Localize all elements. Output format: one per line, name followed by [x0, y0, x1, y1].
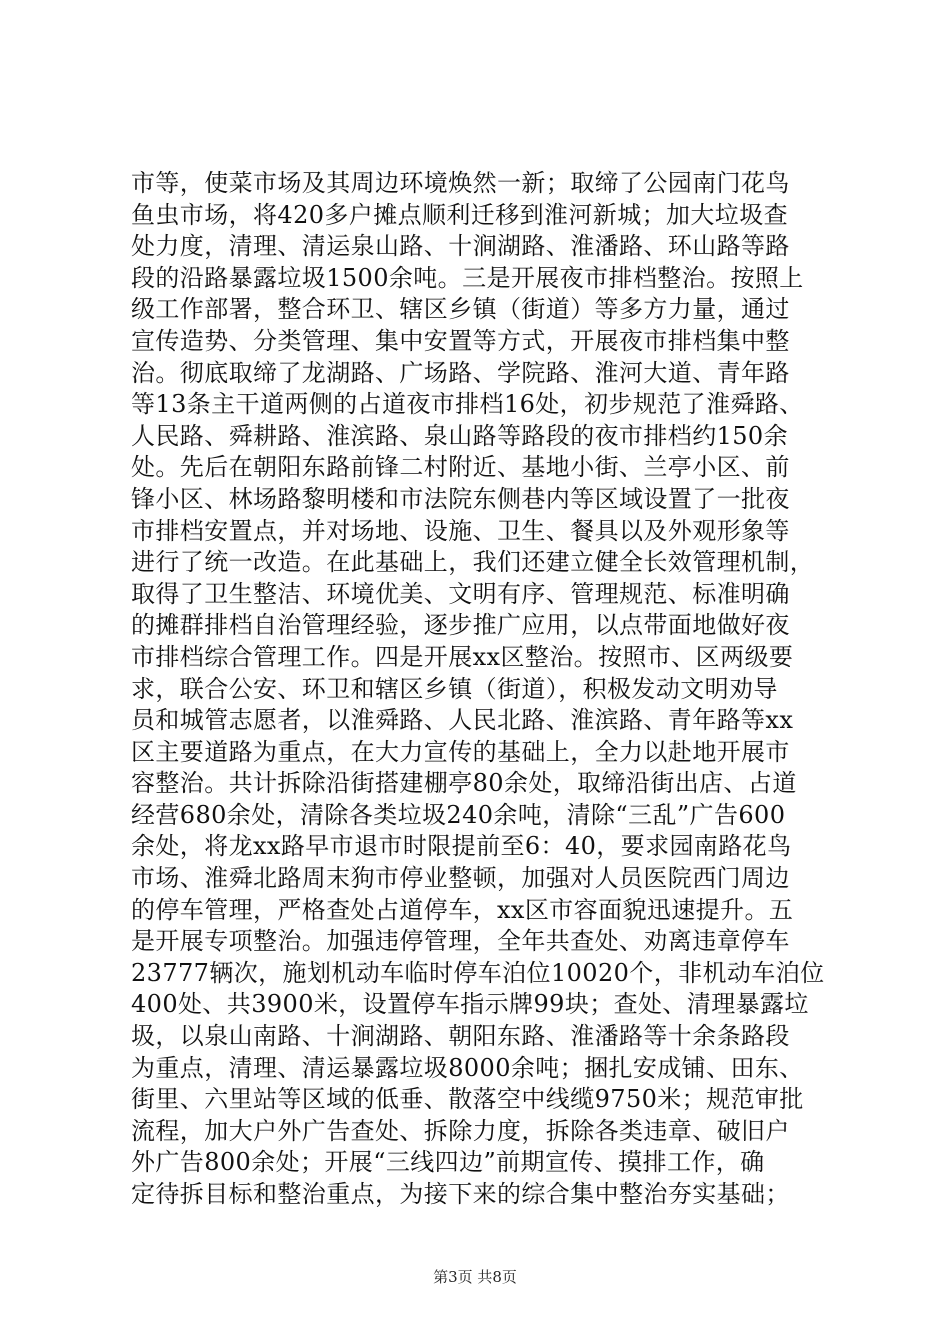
text-line: 等13条主干道两侧的占道夜市排档16处，初步规范了淮舜路、	[131, 390, 804, 419]
text-line: 宣传造势、分类管理、集中安置等方式，开展夜市排档集中整	[131, 326, 790, 355]
text-line: 段的沿路暴露垃圾1500余吨。三是开展夜市排档整治。按照上	[131, 263, 804, 292]
text-line: 为重点，清理、清运暴露垃圾8000余吨；捆扎安成铺、田东、	[131, 1053, 804, 1082]
text-line: 是开展专项整治。加强违停管理，全年共查处、劝离违章停车	[131, 927, 790, 956]
text-line: 余处，将龙xx路早市退市时限提前至6：40，要求园南路花鸟	[131, 832, 792, 861]
text-line: 市场、淮舜北路周末狗市停业整顿，加强对人员医院西门周边	[131, 864, 790, 893]
text-line: 的摊群排档自治管理经验，逐步推广应用，以点带面地做好夜	[131, 611, 790, 640]
text-line: 400处、共3900米，设置停车指示牌99块；查处、清理暴露垃	[131, 990, 809, 1019]
text-line: 治。彻底取缔了龙湖路、广场路、学院路、淮河大道、青年路	[131, 358, 790, 387]
text-line: 处。先后在朝阳东路前锋二村附近、基地小街、兰亭小区、前	[131, 453, 790, 482]
text-line: 级工作部署，整合环卫、辖区乡镇（街道）等多方力量，通过	[131, 295, 790, 324]
text-line: 街里、六里站等区域的低垂、散落空中线缆9750米；规范审批	[131, 1085, 804, 1114]
text-line: 的停车管理，严格查处占道停车，xx区市容面貌迅速提升。五	[131, 895, 794, 924]
text-line: 市排档综合管理工作。四是开展xx区整治。按照市、区两级要	[131, 642, 794, 671]
page-footer: 第3页 共8页	[433, 1268, 517, 1286]
text-line: 市等，使菜市场及其周边环境焕然一新；取缔了公园南门花鸟	[131, 169, 790, 197]
text-line: 处力度，清理、清运泉山路、十涧湖路、淮潘路、环山路等路	[131, 232, 790, 261]
text-line: 取得了卫生整洁、环境优美、文明有序、管理规范、标准明确	[131, 579, 790, 608]
text-line: 锋小区、林场路黎明楼和市法院东侧巷内等区域设置了一批夜	[131, 484, 790, 513]
text-line: 容整治。共计拆除沿街搭建棚亭80余处，取缔沿街出店、占道	[131, 769, 797, 798]
text-line: 流程，加大户外广告查处、拆除力度，拆除各类违章、破旧户	[131, 1116, 790, 1145]
text-line: 人民路、舜耕路、淮滨路、泉山路等路段的夜市排档约150余	[131, 421, 789, 450]
text-line: 圾，以泉山南路、十涧湖路、朝阳东路、淮潘路等十余条路段	[131, 1022, 790, 1051]
text-line: 外广告800余处；开展“三线四边”前期宣传、摸排工作，确	[131, 1148, 765, 1177]
text-line: 员和城管志愿者，以淮舜路、人民北路、淮滨路、青年路等xx	[131, 706, 794, 735]
body-text	[131, 168, 831, 1211]
text-line: 23777辆次，施划机动车临时停车泊位10020个，非机动车泊位	[131, 958, 825, 987]
text-line: 定待拆目标和整治重点，为接下来的综合集中整治夯实基础；	[131, 1180, 790, 1208]
text-line: 鱼虫市场，将420多户摊点顺利迁移到淮河新城；加大垃圾查	[131, 200, 789, 229]
text-line: 区主要道路为重点，在大力宣传的基础上，全力以赴地开展市	[131, 737, 790, 766]
text-line: 进行了统一改造。在此基础上，我们还建立健全长效管理机制，	[131, 548, 815, 577]
text-line: 经营680余处，清除各类垃圾240余吨，清除“三乱”广告600	[131, 800, 786, 829]
text-line: 求，联合公安、环卫和辖区乡镇（街道），积极发动文明劝导	[131, 674, 778, 703]
text-line: 市排档安置点，并对场地、设施、卫生、餐具以及外观形象等	[131, 516, 790, 545]
